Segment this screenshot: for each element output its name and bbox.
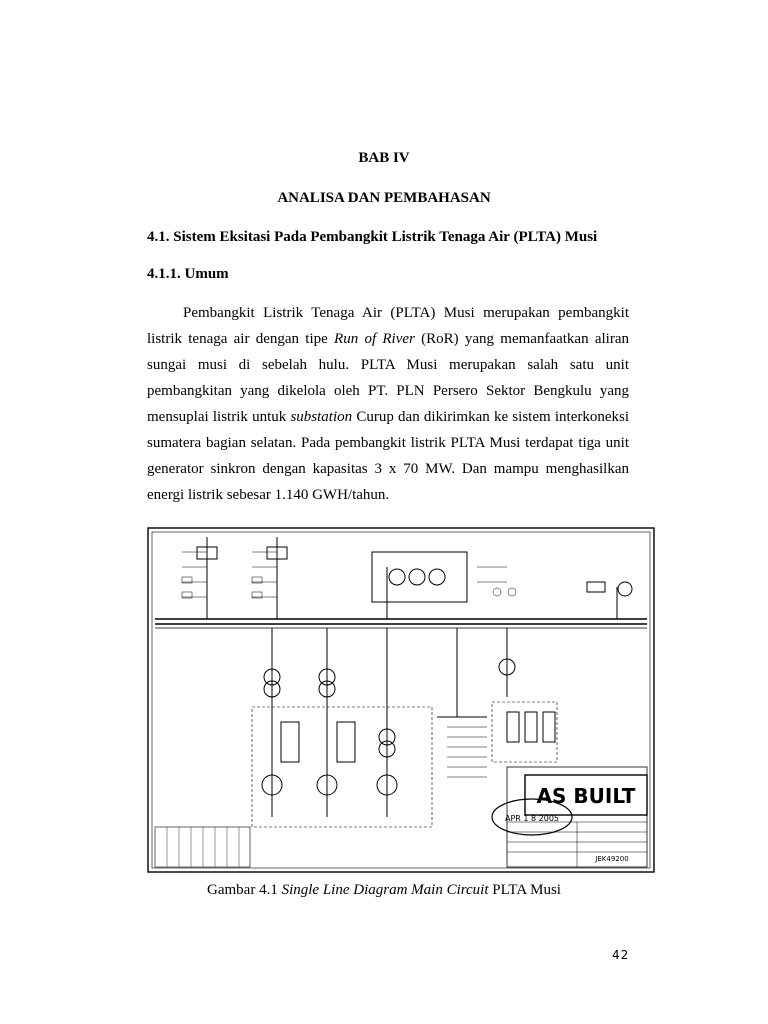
section-heading: 4.1. Sistem Eksitasi Pada Pembangkit Listrik Tenaga Air (PLTA) Musi — [147, 229, 598, 245]
single-line-diagram-figure — [147, 527, 657, 875]
caption-suffix: PLTA Musi — [488, 882, 561, 898]
caption-italic: Single Line Diagram Main Circuit — [281, 882, 489, 898]
paragraph-part-1: Pembangkit Listrik Tenaga Air (PLTA) Musi merupakan pembangkit listrik tenaga air dengan tipe — [147, 305, 629, 347]
page-number: 42 — [612, 948, 630, 962]
paragraph-italic-substation: substation — [290, 409, 353, 425]
caption-prefix: Gambar 4.1 — [207, 882, 282, 898]
paragraph-part-2: (RoR) yang memanfaatkan aliran sungai musi di sebelah hulu. PLTA Musi merupakan salah satu unit pembangkitan yang dikelola oleh PT. PLN Persero Sektor Bengkulu yang mensuplai listrik untuk — [147, 331, 629, 425]
paragraph-part-3: Curup dan dikirimkan ke sistem interkoneksi sumatera bagian selatan. Pada pembangkit listrik PLTA Musi terdapat tiga unit generator sinkron dengan kapasitas 3 x 70 MW. Dan mampu menghasilkan energi listrik sebesar 1.140 GWH/tahun. — [147, 409, 630, 503]
body-paragraph — [147, 300, 629, 508]
paragraph-text — [147, 300, 629, 508]
figure-caption — [0, 882, 768, 899]
single-line-diagram — [147, 527, 657, 875]
drawing-number: JEK49200 — [595, 855, 629, 863]
chapter-number: BAB IV — [358, 150, 410, 166]
approval-stamp-date: APR 1 8 2005 — [504, 814, 560, 823]
paragraph-italic-run-of-river: Run of River — [334, 331, 415, 347]
as-built-stamp: AS BUILT — [536, 784, 636, 808]
subsection-heading: 4.1.1. Umum — [147, 266, 229, 282]
chapter-title: ANALISA DAN PEMBAHASAN — [277, 190, 491, 206]
